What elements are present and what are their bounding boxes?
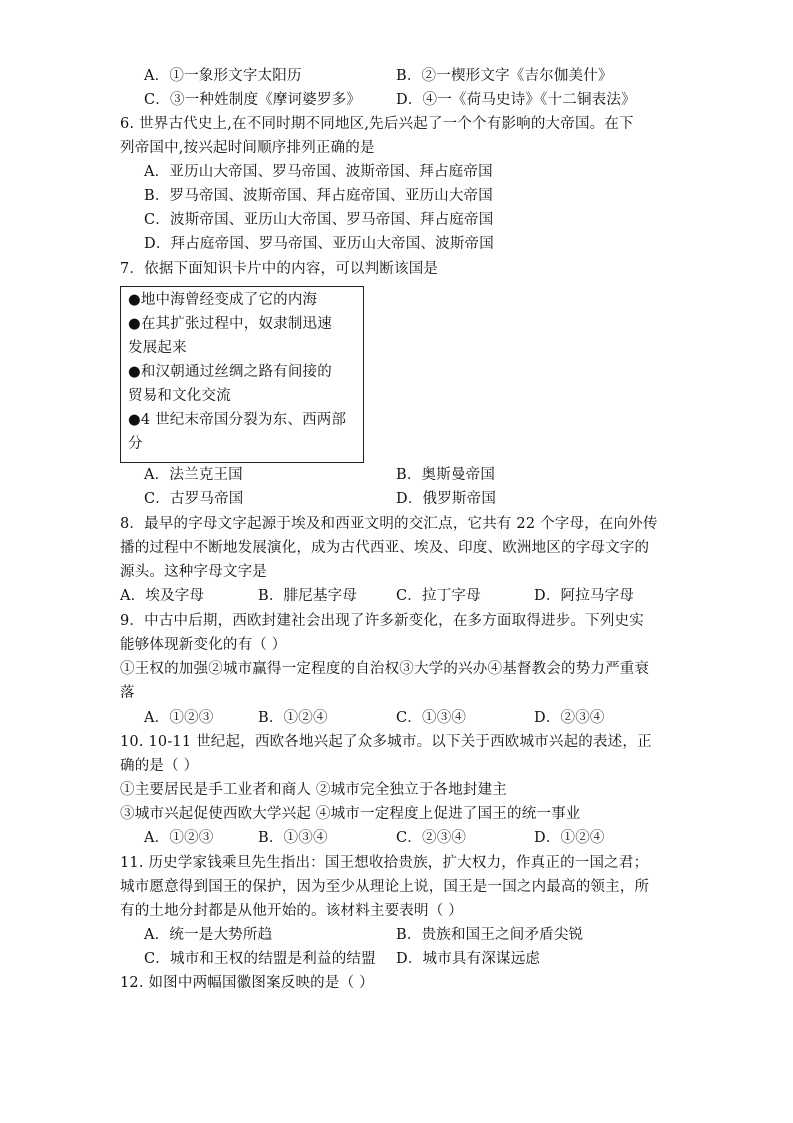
q11-stem-line3: 有的土地分封都是从他开始的。该材料主要表明（ ） — [120, 903, 463, 919]
q6-stem-line1: 6. 世界古代史上,在不同时期不同地区,先后兴起了一个个有影响的大帝国。在下 — [120, 116, 634, 132]
card-line: 贸易和文化交流 — [128, 388, 231, 404]
q6-option-c: C．波斯帝国、亚历山大帝国、罗马帝国、拜占庭帝国 — [144, 212, 494, 228]
q10-option-b: B．①③④ — [258, 830, 328, 846]
q11-option-b: B．贵族和国王之间矛盾尖锐 — [396, 927, 584, 943]
q10-option-a: A．①②③ — [144, 830, 214, 846]
card-line: ●4 世纪末帝国分裂为东、西两部 — [128, 412, 347, 428]
q9-items-line1: ①王权的加强②城市赢得一定程度的自治权③大学的兴办④基督教会的势力严重衰 — [120, 661, 650, 677]
card-line: ●地中海曾经变成了它的内海 — [128, 292, 318, 308]
q6-stem-line2: 列帝国中,按兴起时间顺序排列正确的是 — [120, 140, 375, 156]
q5-option-d: D．④一《荷马史诗》《十二铜表法》 — [396, 92, 636, 108]
q5-option-b: B．②一楔形文字《吉尔伽美什》 — [396, 68, 613, 84]
q10-stem-line2: 确的是（ ） — [120, 758, 199, 774]
q11-stem-line1: 11. 历史学家钱乘旦先生指出：国王想收拾贵族，扩大权力，作真正的一国之君； — [120, 855, 649, 871]
q8-option-d: D．阿拉马字母 — [534, 588, 635, 604]
q10-items-line1: ①主要居民是手工业者和商人 ②城市完全独立于各地封建主 — [120, 782, 508, 798]
q8-stem-line3: 源头。这种字母文字是 — [120, 564, 267, 580]
card-line: 发展起来 — [128, 340, 187, 356]
q10-stem-line1: 10. 10-11 世纪起，西欧各地兴起了众多城市。以下关于西欧城市兴起的表述，正 — [120, 734, 652, 750]
q11-option-c: C．城市和王权的结盟是利益的结盟 — [144, 951, 376, 967]
q6-option-d: D．拜占庭帝国、罗马帝国、亚历山大帝国、波斯帝国 — [144, 236, 494, 252]
q7-stem: 7．依据下面知识卡片中的内容，可以判断该国是 — [120, 261, 439, 277]
q11-stem-line2: 城市愿意得到国王的保护，因为至少从理论上说，国王是一国之内最高的领主，所 — [120, 879, 650, 895]
q8-option-c: C．拉丁字母 — [396, 588, 481, 604]
q8-stem-line1: 8．最早的字母文字起源于埃及和西亚文明的交汇点，它共有 22 个字母，在向外传 — [120, 516, 658, 532]
q6-option-a: A．亚历山大帝国、罗马帝国、波斯帝国、拜占庭帝国 — [144, 164, 493, 180]
q5-option-a: A．①一象形文字太阳历 — [144, 68, 302, 84]
card-line: ●在其扩张过程中，奴隶制迅速 — [128, 316, 332, 332]
q9-option-c: C．①③④ — [396, 710, 467, 726]
q11-option-d: D．城市具有深谋远虑 — [396, 951, 541, 967]
q5-option-c: C．③一种姓制度《摩诃婆罗多》 — [144, 92, 362, 108]
q9-option-a: A．①②③ — [144, 710, 214, 726]
q11-option-a: A．统一是大势所趋 — [144, 927, 273, 943]
q9-option-b: B．①②④ — [258, 710, 328, 726]
q9-stem-line2: 能够体现新变化的有（ ） — [120, 637, 287, 653]
q6-option-b: B．罗马帝国、波斯帝国、拜占庭帝国、亚历山大帝国 — [144, 188, 493, 204]
q7-option-b: B．奥斯曼帝国 — [396, 467, 496, 483]
q10-option-c: C．②③④ — [396, 830, 467, 846]
card-line: ●和汉朝通过丝绸之路有间接的 — [128, 364, 332, 380]
q8-option-b: B．腓尼基字母 — [258, 588, 358, 604]
q8-stem-line2: 播的过程中不断地发展演化，成为古代西亚、埃及、印度、欧洲地区的字母文字的 — [120, 540, 650, 556]
q7-option-c: C．古罗马帝国 — [144, 491, 244, 507]
q10-items-line2: ③城市兴起促使西欧大学兴起 ④城市一定程度上促进了国王的统一事业 — [120, 806, 581, 822]
q12-stem: 12. 如图中两幅国徽图案反映的是（ ） — [120, 975, 374, 991]
card-line: 分 — [128, 436, 143, 452]
q7-option-a: A．法兰克王国 — [144, 467, 243, 483]
q9-stem-line1: 9．中古中后期，西欧封建社会出现了许多新变化，在多方面取得进步。下列史实 — [120, 613, 644, 629]
q8-option-a: A．埃及字母 — [120, 588, 205, 604]
q10-option-d: D．①②④ — [534, 830, 605, 846]
q9-option-d: D．②③④ — [534, 710, 605, 726]
q7-option-d: D．俄罗斯帝国 — [396, 491, 497, 507]
q9-items-line2: 落 — [120, 685, 135, 701]
